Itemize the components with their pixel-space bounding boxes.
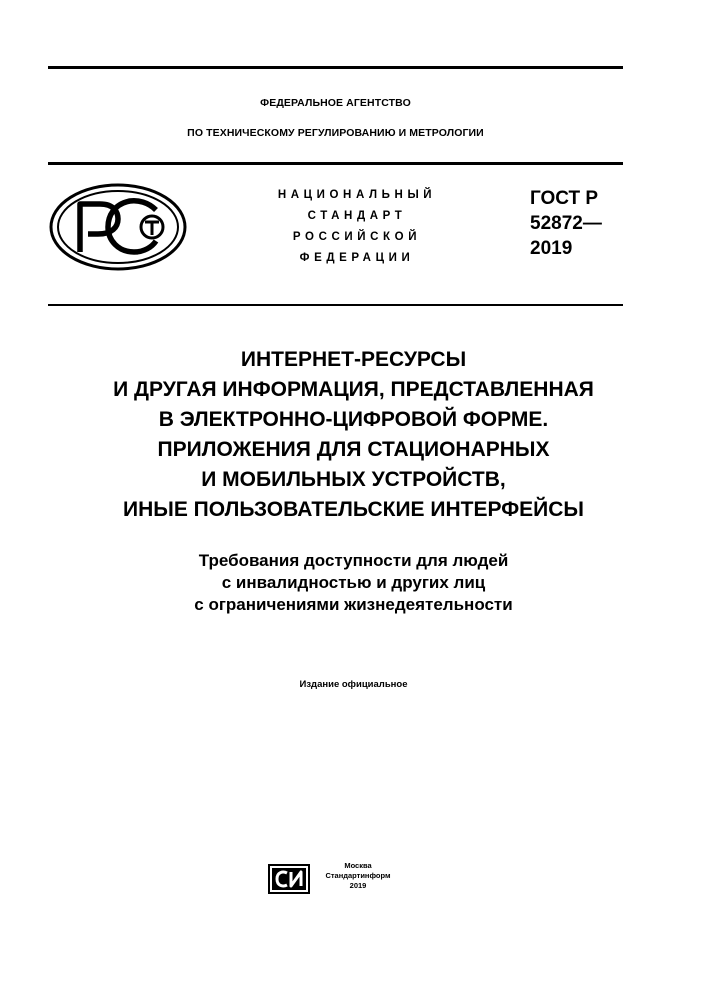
publisher-name: Стандартинформ [325, 871, 391, 880]
designation-line: 52872— [530, 213, 602, 234]
standard-type-line: ФЕДЕРАЦИИ [299, 252, 415, 264]
standard-type [232, 185, 482, 269]
standard-type-line: НАЦИОНАЛЬНЫЙ [277, 189, 437, 201]
header-rule [48, 162, 623, 165]
designation-line: 2019 [530, 238, 573, 259]
title-line: ИНЫЕ ПОЛЬЗОВАТЕЛЬСКИЕ ИНТЕРФЕЙСЫ [123, 498, 584, 521]
subtitle-line: с ограничениями жизнедеятельности [194, 595, 513, 614]
gost-r-logo-icon [48, 182, 188, 272]
standard-designation [530, 186, 640, 261]
title-line: В ЭЛЕКТРОННО-ЦИФРОВОЙ ФОРМЕ. [158, 408, 549, 431]
top-rule [48, 66, 623, 69]
document-title [40, 345, 667, 525]
standard-type-line: СТАНДАРТ [307, 210, 407, 222]
title-line: ПРИЛОЖЕНИЯ ДЛЯ СТАЦИОНАРНЫХ [157, 438, 550, 461]
edition-note: Издание официальное [299, 679, 408, 690]
standartinform-logo-icon [268, 864, 310, 894]
title-rule [48, 304, 623, 306]
publication-year: 2019 [349, 881, 367, 890]
publisher-info [312, 861, 404, 891]
document-subtitle [40, 550, 667, 616]
designation-line: ГОСТ Р [530, 188, 599, 209]
title-line: И ДРУГАЯ ИНФОРМАЦИЯ, ПРЕДСТАВЛЕННАЯ [113, 378, 594, 401]
subtitle-line: Требования доступности для людей [198, 551, 509, 570]
agency-name-line-1: ФЕДЕРАЛЬНОЕ АГЕНТСТВО [260, 97, 411, 109]
subtitle-line: с инвалидностью и других лиц [221, 573, 486, 592]
standard-type-line: РОССИЙСКОЙ [292, 231, 422, 243]
agency-name-line-2: ПО ТЕХНИЧЕСКОМУ РЕГУЛИРОВАНИЮ И МЕТРОЛОГИИ [187, 127, 484, 139]
title-line: И МОБИЛЬНЫХ УСТРОЙСТВ, [201, 468, 506, 491]
title-line: ИНТЕРНЕТ-РЕСУРСЫ [240, 348, 467, 371]
publisher-city: Москва [344, 861, 372, 870]
